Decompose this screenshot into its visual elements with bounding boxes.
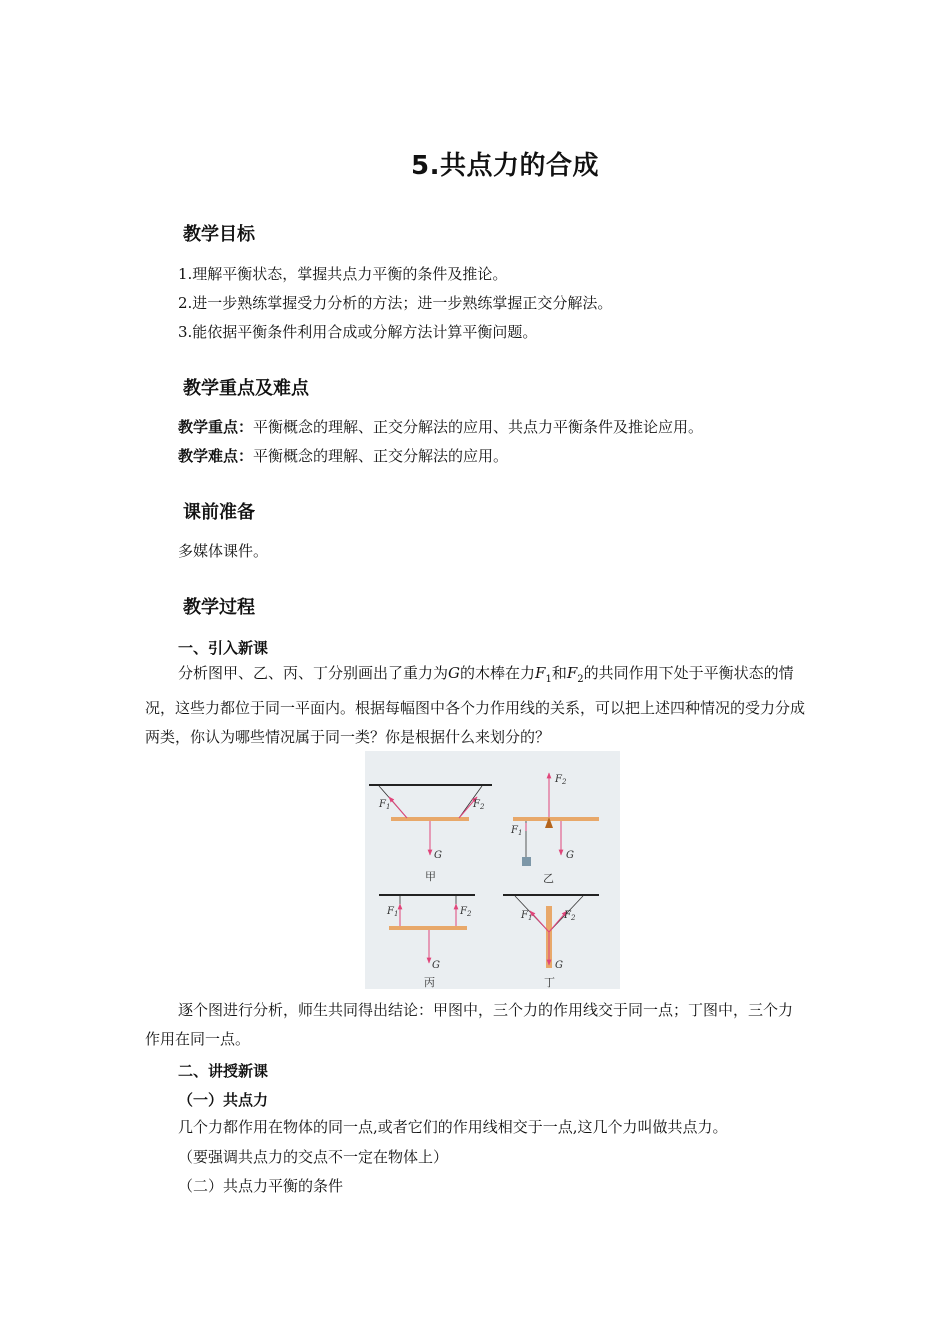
concurrent-force-heading: （一）共点力: [178, 1091, 269, 1109]
rod-yi: [513, 817, 599, 821]
diagram-yi: [510, 773, 599, 885]
rod-bing: [389, 926, 467, 930]
label-F2-yi: $F_2$: [555, 774, 567, 786]
label-G-jia: G: [434, 850, 442, 861]
difficulty-line: [178, 446, 508, 466]
process-heading: 教学过程: [183, 597, 255, 618]
caption-ding: 丁: [544, 976, 555, 989]
weight-yi: [522, 857, 531, 866]
label-F2-ding: $F_2$: [564, 910, 576, 922]
difficulty-text: 平衡概念的理解、正交分解法的应用。: [253, 447, 509, 465]
concurrent-force-definition: 几个力都作用在物体的同一点,或者它们的作用线相交于一点,这几个力叫做共点力。: [178, 1118, 728, 1136]
label-F1-ding: $F_1$: [521, 910, 533, 922]
new-lesson-heading: 二、讲授新课: [178, 1062, 269, 1080]
intro-paragraph: 分析图甲、乙、丙、丁分别画出了重力为G的木棒在力$F_1$和$F_2$的共同作用下处于平衡状态的情况，这些力都位于同一平面内。根据每幅图中各个力作用线的关系，可以把上述四种情况的受力分成两类，你认为哪些情况属于同一类？你是根据什么来划分的？: [145, 664, 806, 746]
symbol-G: G: [448, 664, 460, 682]
caption-bing: 丙: [424, 976, 435, 989]
label-G-bing: G: [432, 960, 440, 971]
key-point-label: 教学重点：: [178, 418, 254, 436]
caption-jia: 甲: [425, 870, 436, 883]
intro-heading: 一、引入新课: [178, 639, 269, 657]
label-F1-jia: $F_1$: [379, 799, 391, 811]
keypoints-heading: 教学重点及难点: [183, 378, 309, 399]
label-F2-bing: $F_2$: [460, 906, 472, 918]
label-F2-jia: $F_2$: [473, 799, 485, 811]
equilibrium-condition-heading: （二）共点力平衡的条件: [178, 1177, 344, 1195]
concurrent-force-note: （要强调共点力的交点不一定在物体上）: [178, 1148, 449, 1166]
goal-item-2: 2.进一步熟练掌握受力分析的方法；进一步熟练掌握正交分解法。: [178, 294, 613, 312]
arrow-F1-jia: [389, 797, 407, 818]
label-F1-yi: $F_1$: [511, 825, 523, 837]
rod-jia: [391, 817, 469, 821]
label-G-yi: G: [566, 850, 574, 861]
symbol-F1: F: [535, 664, 546, 682]
difficulty-label: 教学难点：: [178, 447, 254, 465]
prep-heading: 课前准备: [183, 502, 255, 523]
prep-text: 多媒体课件。: [178, 542, 269, 560]
label-G-ding: G: [555, 960, 563, 971]
force-diagram-figure: [365, 751, 620, 989]
diagram-bing: [379, 895, 475, 989]
caption-yi: 乙: [543, 872, 554, 885]
diagram-jia: [369, 785, 492, 883]
goal-item-3: 3.能依据平衡条件利用合成或分解方法计算平衡问题。: [178, 323, 538, 341]
label-F1-bing: $F_1$: [387, 906, 399, 918]
goal-item-1: 1.理解平衡状态，掌握共点力平衡的条件及推论。: [178, 265, 508, 283]
analysis-paragraph: 逐个图进行分析，师生共同得出结论：甲图中，三个力的作用线交于同一点；丁图中，三个力作用在同一点。: [145, 1001, 794, 1048]
diagram-ding: [503, 895, 599, 989]
page-title: 5.共点力的合成: [411, 151, 599, 181]
key-point-text: 平衡概念的理解、正交分解法的应用、共点力平衡条件及推论应用。: [253, 418, 704, 436]
symbol-F2: F: [566, 664, 578, 682]
key-point-line: [178, 417, 703, 437]
goals-heading: 教学目标: [183, 224, 255, 245]
